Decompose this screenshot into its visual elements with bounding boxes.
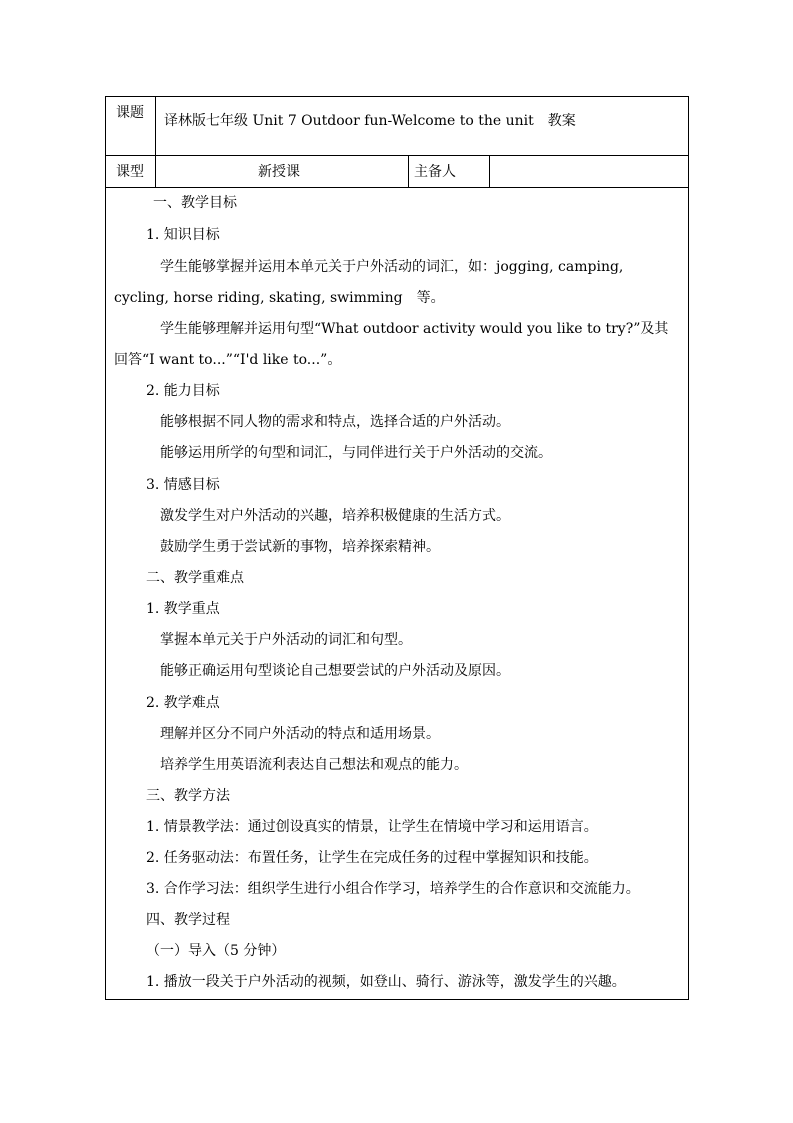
title-value: 译林版七年级 Unit 7 Outdoor fun-Welcome to the unit 教案: [164, 113, 576, 129]
col-divider-preparer: [489, 155, 490, 187]
paragraph-line: 1. 播放一段关于户外活动的视频，如登山、骑行、游泳等，激发学生的兴趣。: [146, 974, 626, 990]
lesson-plan-table: [105, 96, 689, 1000]
row-divider-2: [106, 187, 688, 188]
subsection-heading: （一）导入（5 分钟）: [146, 943, 286, 959]
col-divider-type: [408, 155, 409, 187]
paragraph-line: 激发学生对户外活动的兴趣，培养积极健康的生活方式。: [160, 508, 510, 524]
paragraph-line: 理解并区分不同户外活动的特点和适用场景。: [160, 726, 440, 742]
paragraph-line: 2. 任务驱动法：布置任务，让学生在完成任务的过程中掌握知识和技能。: [146, 850, 598, 866]
subsection-heading: 1. 知识目标: [146, 227, 220, 243]
paragraph-line: 能够正确运用句型谈论自己想要尝试的户外活动及原因。: [160, 663, 510, 679]
paragraph-line: 掌握本单元关于户外活动的词汇和句型。: [160, 632, 412, 648]
paragraph-line: 培养学生用英语流利表达自己想法和观点的能力。: [160, 757, 468, 773]
subsection-heading: 2. 能力目标: [146, 383, 220, 399]
title-label: 课题: [116, 105, 144, 121]
subsection-heading: 1. 教学重点: [146, 601, 220, 617]
paragraph-line: 能够运用所学的句型和词汇，与同伴进行关于户外活动的交流。: [160, 445, 552, 461]
paragraph-line: 回答“I want to...”“I'd like to...”。: [114, 352, 342, 368]
paragraph-line: 能够根据不同人物的需求和特点，选择合适的户外活动。: [160, 414, 510, 430]
paragraph-line: cycling, horse riding, skating, swimming 等。: [114, 290, 445, 306]
preparer-label: 主备人: [414, 164, 456, 180]
paragraph-line: 1. 情景教学法：通过创设真实的情景，让学生在情境中学习和运用语言。: [146, 819, 598, 835]
paragraph-line: 鼓励学生勇于尝试新的事物，培养探索精神。: [160, 539, 440, 555]
col-divider-label: [155, 97, 156, 187]
type-label: 课型: [116, 164, 144, 180]
row-divider-1: [106, 155, 688, 156]
type-value: 新授课: [258, 164, 300, 180]
subsection-heading: 2. 教学难点: [146, 695, 220, 711]
paragraph-line: 3. 合作学习法：组织学生进行小组合作学习，培养学生的合作意识和交流能力。: [146, 881, 640, 897]
section-heading: 二、教学重难点: [146, 570, 244, 586]
section-heading: 四、教学过程: [146, 912, 230, 928]
paragraph-line: 学生能够掌握并运用本单元关于户外活动的词汇，如：jogging, camping,: [160, 259, 624, 275]
paragraph-line: 学生能够理解并运用句型“What outdoor activity would you like to try?”及其: [160, 321, 669, 337]
subsection-heading: 3. 情感目标: [146, 477, 220, 493]
section-heading: 一、教学目标: [153, 195, 237, 211]
section-heading: 三、教学方法: [146, 788, 230, 804]
